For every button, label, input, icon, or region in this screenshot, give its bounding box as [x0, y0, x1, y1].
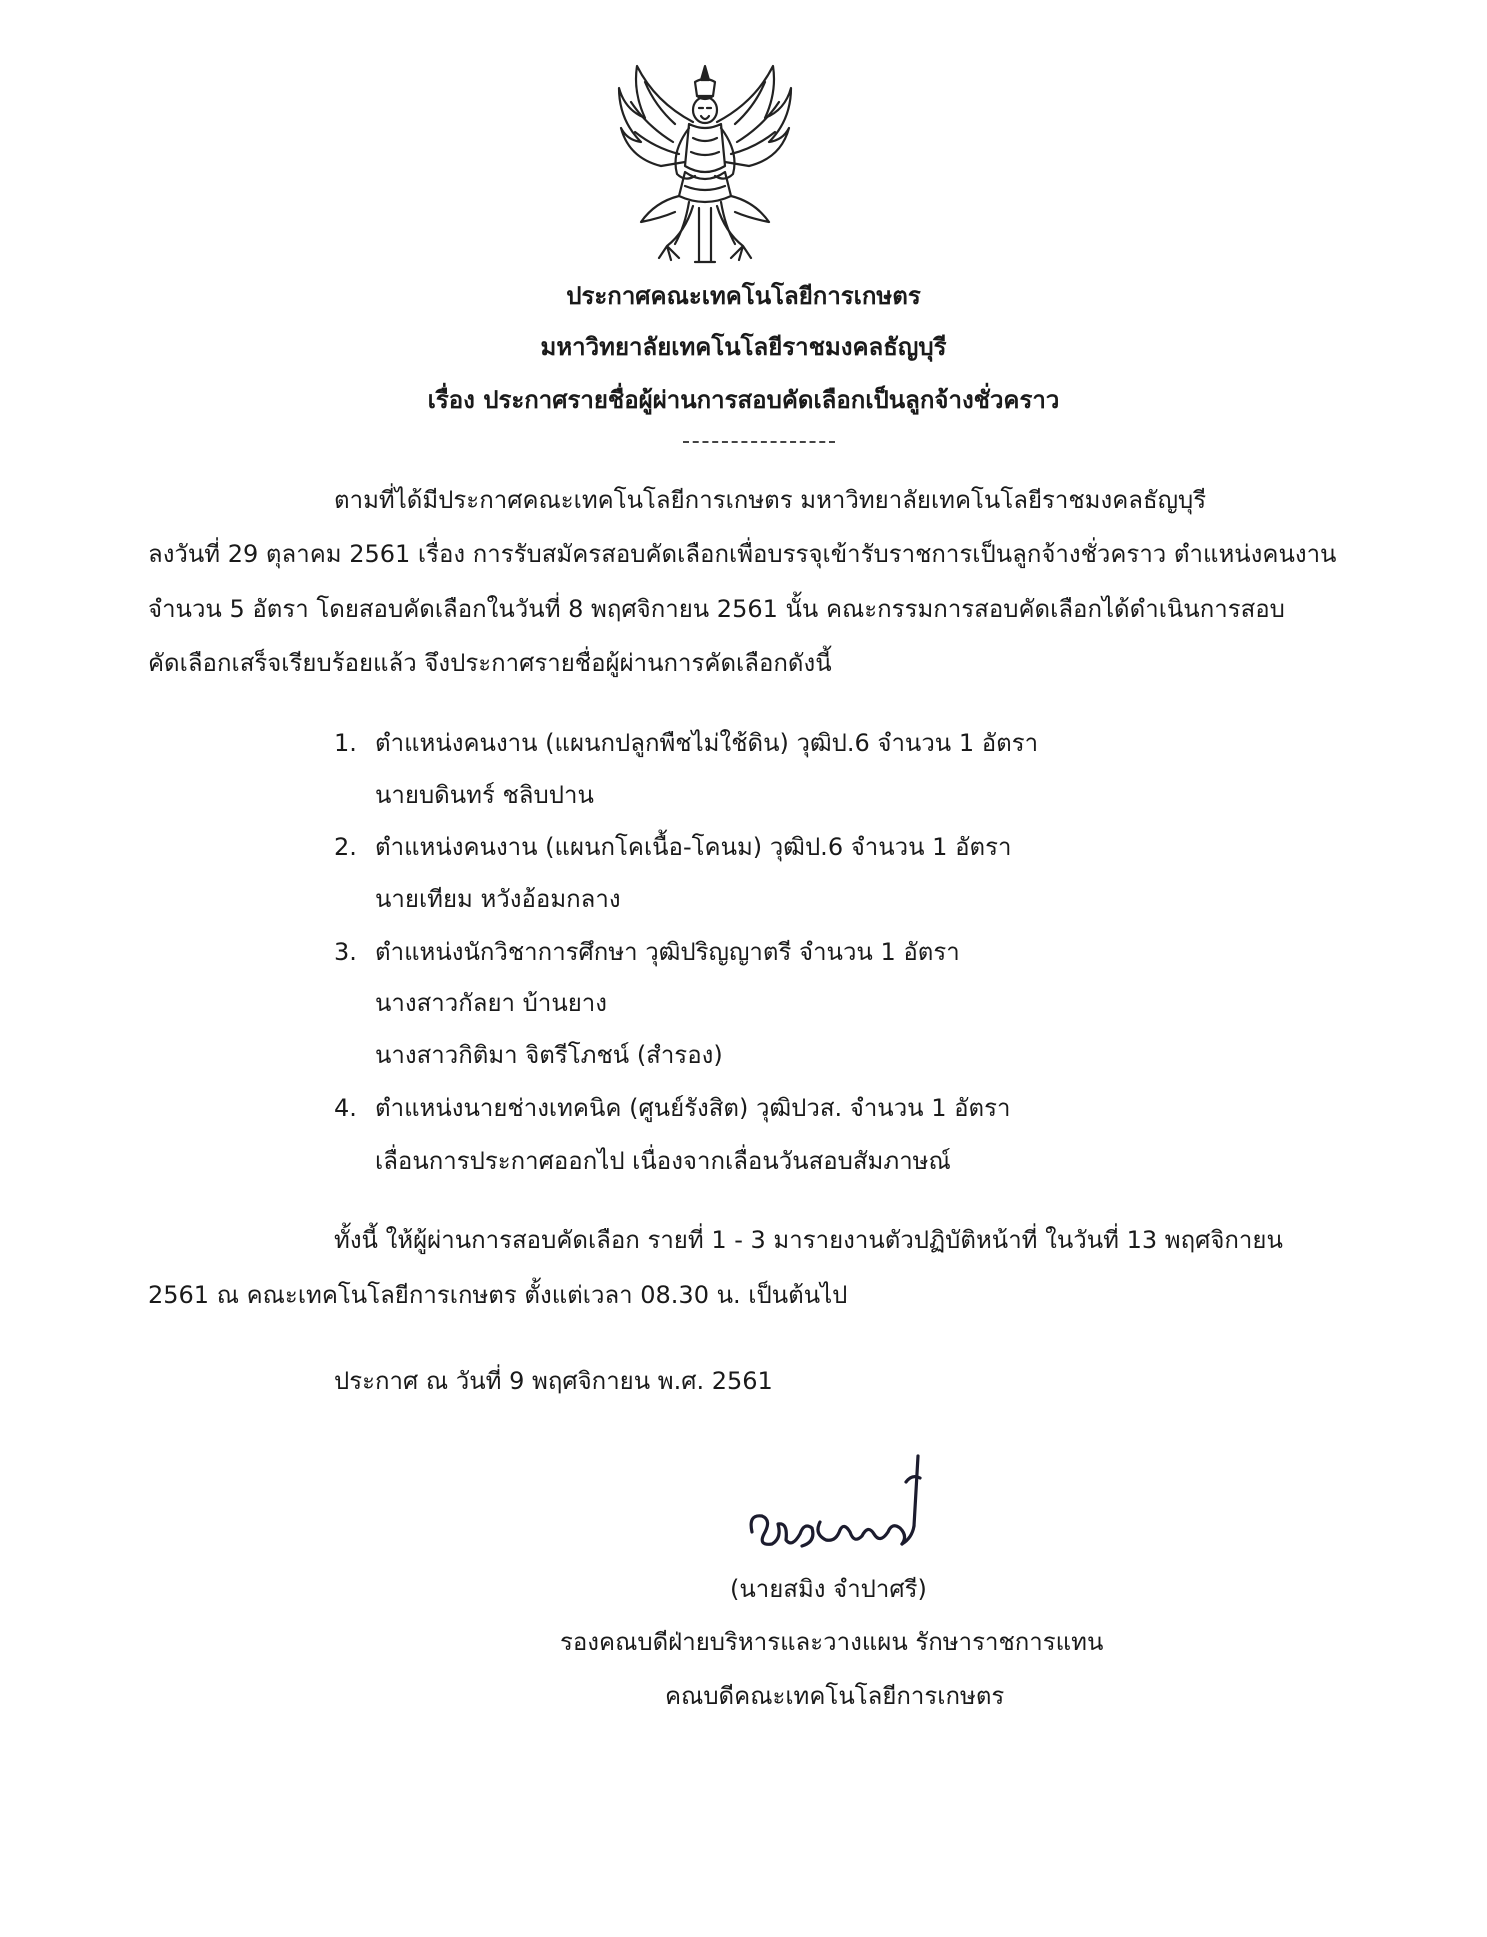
list-item-name: นายเทียม หวังอ้อมกลาง — [375, 885, 621, 913]
list-item-position: ตำแหน่งนายช่างเทคนิค (ศูนย์รังสิต) วุฒิปวส. จำนวน 1 อัตรา — [375, 1094, 1011, 1122]
handwritten-signature — [742, 1452, 942, 1562]
list-item-number: 2. — [334, 833, 357, 861]
body-paragraph-line-1: ตามที่ได้มีประกาศคณะเทคโนโลยีการเกษตร มหาวิทยาลัยเทคโนโลยีราชมงคลธัญบุรี — [334, 486, 1207, 514]
list-item-note: เลื่อนการประกาศออกไป เนื่องจากเลื่อนวันสอบสัมภาษณ์ — [375, 1147, 951, 1175]
list-item-position: ตำแหน่งนักวิชาการศึกษา วุฒิปริญญาตรี จำนวน 1 อัตรา — [375, 938, 960, 966]
list-item-position: ตำแหน่งคนงาน (แผนกปลูกพืชไม่ใช้ดิน) วุฒิป.6 จำนวน 1 อัตรา — [375, 729, 1039, 757]
list-item-name: นางสาวกัลยา บ้านยาง — [375, 989, 607, 1017]
announcement-subject: เรื่อง ประกาศรายชื่อผู้ผ่านการสอบคัดเลือกเป็นลูกจ้างชั่วคราว — [427, 386, 1060, 414]
list-item-number: 3. — [334, 938, 357, 966]
signatory-title-line-1: รองคณบดีฝ่ายบริหารและวางแผน รักษาราชการแทน — [560, 1628, 1104, 1656]
signatory-title-line-2: คณบดีคณะเทคโนโลยีการเกษตร — [665, 1682, 1005, 1710]
list-item-number: 1. — [334, 729, 357, 757]
list-item-position: ตำแหน่งคนงาน (แผนกโคเนื้อ-โคนม) วุฒิป.6 จำนวน 1 อัตรา — [375, 833, 1012, 861]
signatory-name: (นายสมิง จำปาศรี) — [730, 1575, 927, 1603]
header-divider — [683, 441, 835, 443]
list-item-reserve-name: นางสาวกิติมา จิตรีโภชน์ (สำรอง) — [375, 1041, 723, 1069]
body-paragraph-line-4: คัดเลือกเสร็จเรียบร้อยแล้ว จึงประกาศรายชื่อผู้ผ่านการคัดเลือกดังนี้ — [148, 649, 832, 677]
list-item-name: นายบดินทร์ ชลิบปาน — [375, 781, 594, 809]
body-paragraph-line-3: จำนวน 5 อัตรา โดยสอบคัดเลือกในวันที่ 8 พฤศจิกายน 2561 นั้น คณะกรรมการสอบคัดเลือกได้ดำเนินการสอบ — [148, 595, 1285, 623]
announcement-title-line-2: มหาวิทยาลัยเทคโนโลยีราชมงคลธัญบุรี — [540, 333, 947, 361]
closing-paragraph-line-2: 2561 ณ คณะเทคโนโลยีการเกษตร ตั้งแต่เวลา 08.30 น. เป็นต้นไป — [148, 1281, 848, 1309]
announcement-date: ประกาศ ณ วันที่ 9 พฤศจิกายน พ.ศ. 2561 — [334, 1367, 773, 1395]
announcement-title-line-1: ประกาศคณะเทคโนโลยีการเกษตร — [566, 282, 921, 310]
garuda-emblem-icon — [615, 62, 795, 272]
list-item-number: 4. — [334, 1094, 357, 1122]
closing-paragraph-line-1: ทั้งนี้ ให้ผู้ผ่านการสอบคัดเลือก รายที่ 1 - 3 มารายงานตัวปฏิบัติหน้าที่ ในวันที่ 13 พฤศจิกายน — [334, 1226, 1283, 1254]
body-paragraph-line-2: ลงวันที่ 29 ตุลาคม 2561 เรื่อง การรับสมัครสอบคัดเลือกเพื่อบรรจุเข้ารับราชการเป็นลูกจ้างชั่วคราว ตำแหน่งคนงาน — [148, 540, 1337, 568]
